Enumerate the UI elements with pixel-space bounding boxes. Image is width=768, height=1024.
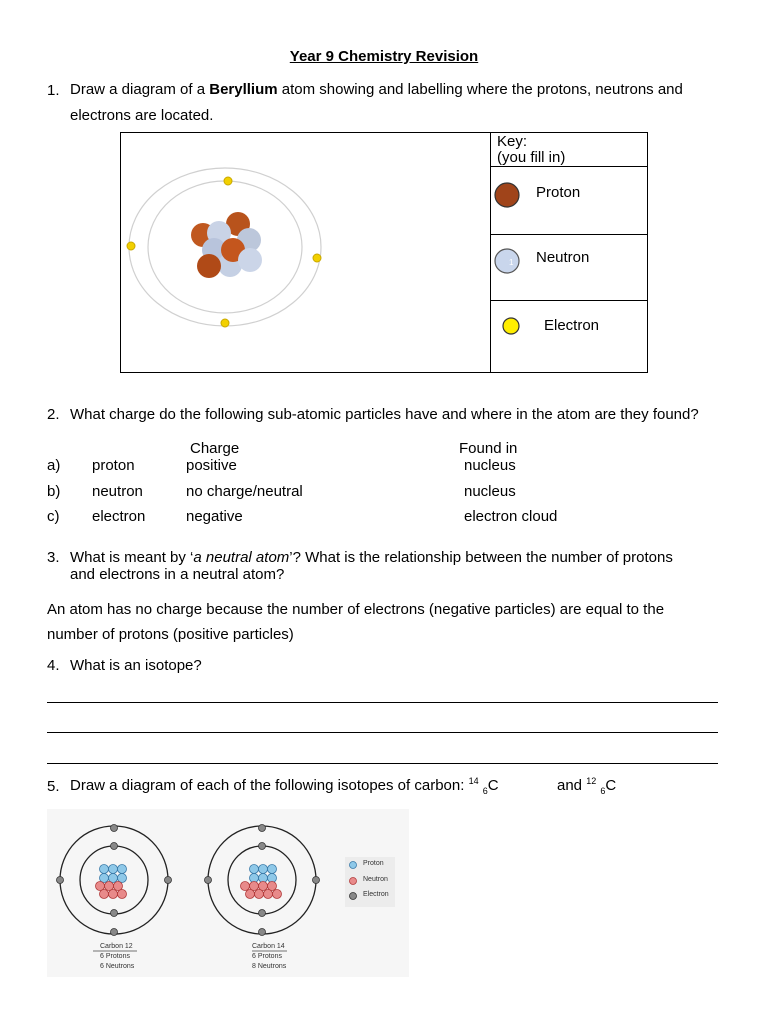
legend-electron-icon	[350, 893, 357, 900]
question-3-answer-line2: number of protons (positive particles)	[47, 626, 294, 643]
question-3-number: 3.	[47, 549, 60, 566]
row-charge: positive	[186, 457, 237, 474]
found-in-column-header: Found in	[459, 440, 518, 457]
carbon-14-caption: Carbon 14 6 Protons 8 Neutrons	[252, 943, 287, 970]
question-3-text: What is meant by ‘a neutral atom’? What is the relationship between the number of protons	[70, 549, 673, 566]
answer-line	[47, 732, 718, 733]
neutron	[238, 248, 262, 272]
carbon-14-atom	[205, 825, 320, 936]
answer-line	[47, 702, 718, 703]
row-particle: neutron	[92, 483, 143, 500]
row-found: nucleus	[464, 457, 516, 474]
beryllium-word: Beryllium	[209, 81, 278, 98]
proton-key-icon	[495, 183, 519, 207]
electron	[313, 254, 321, 262]
key-label-electron: Electron	[544, 317, 600, 334]
question-5-number: 5.	[47, 778, 60, 795]
row-letter: a)	[47, 457, 61, 474]
carbon-12-caption: Carbon 12 6 Protons 6 Neutrons	[100, 943, 135, 970]
row-letter: c)	[47, 508, 60, 525]
question-1-text-line2: electrons are located.	[70, 107, 214, 124]
electron	[127, 242, 135, 250]
row-charge: no charge/neutral	[186, 483, 303, 500]
beryllium-atom-diagram	[121, 133, 489, 372]
legend-proton-label: Proton	[363, 860, 384, 867]
key-heading: Key: (you fill in)	[497, 133, 566, 166]
proton	[197, 254, 221, 278]
neutron-key-icon	[495, 249, 519, 273]
electron	[224, 177, 232, 185]
row-charge: negative	[186, 508, 243, 525]
question-5-second-isotope: and $^{12}$ $_6$C	[557, 776, 617, 796]
question-4-text: What is an isotope?	[70, 657, 202, 674]
charge-column-header: Charge	[190, 440, 240, 457]
legend-proton-icon	[350, 862, 357, 869]
question-3-answer-line1: An atom has no charge because the number of electrons (negative particles) are equal to the	[47, 601, 665, 618]
legend-neutron-icon	[350, 878, 357, 885]
electron-key-icon	[503, 318, 519, 334]
neutron-key-mark: 1	[509, 258, 514, 267]
row-found: nucleus	[464, 483, 516, 500]
row-found: electron cloud	[464, 508, 558, 525]
row-particle: proton	[92, 457, 135, 474]
answer-line	[47, 763, 718, 764]
electron	[221, 319, 229, 327]
row-particle: electron	[92, 508, 146, 525]
key-symbols	[492, 180, 522, 340]
row-letter: b)	[47, 483, 61, 500]
legend-neutron-label: Neutron	[363, 876, 388, 883]
legend-electron-label: Electron	[363, 891, 389, 898]
page-title: Year 9 Chemistry Revision	[289, 48, 479, 65]
question-1-number: 1.	[47, 82, 60, 99]
question-3-text-line2: and electrons in a neutral atom?	[70, 566, 285, 583]
question-5-text: Draw a diagram of each of the following isotopes of carbon: $^{14}$ $_6$C	[70, 776, 499, 796]
carbon-12-atom	[57, 825, 172, 936]
question-2-number: 2.	[47, 406, 60, 423]
key-label-neutron: Neutron	[536, 249, 590, 266]
question-1-text: Draw a diagram of a Beryllium atom showing and labelling where the protons, neutrons and	[70, 81, 683, 98]
question-4-number: 4.	[47, 657, 60, 674]
question-2-text: What charge do the following sub-atomic particles have and where in the atom are they found?	[70, 406, 699, 423]
nucleus	[191, 212, 262, 278]
key-label-proton: Proton	[536, 184, 581, 201]
